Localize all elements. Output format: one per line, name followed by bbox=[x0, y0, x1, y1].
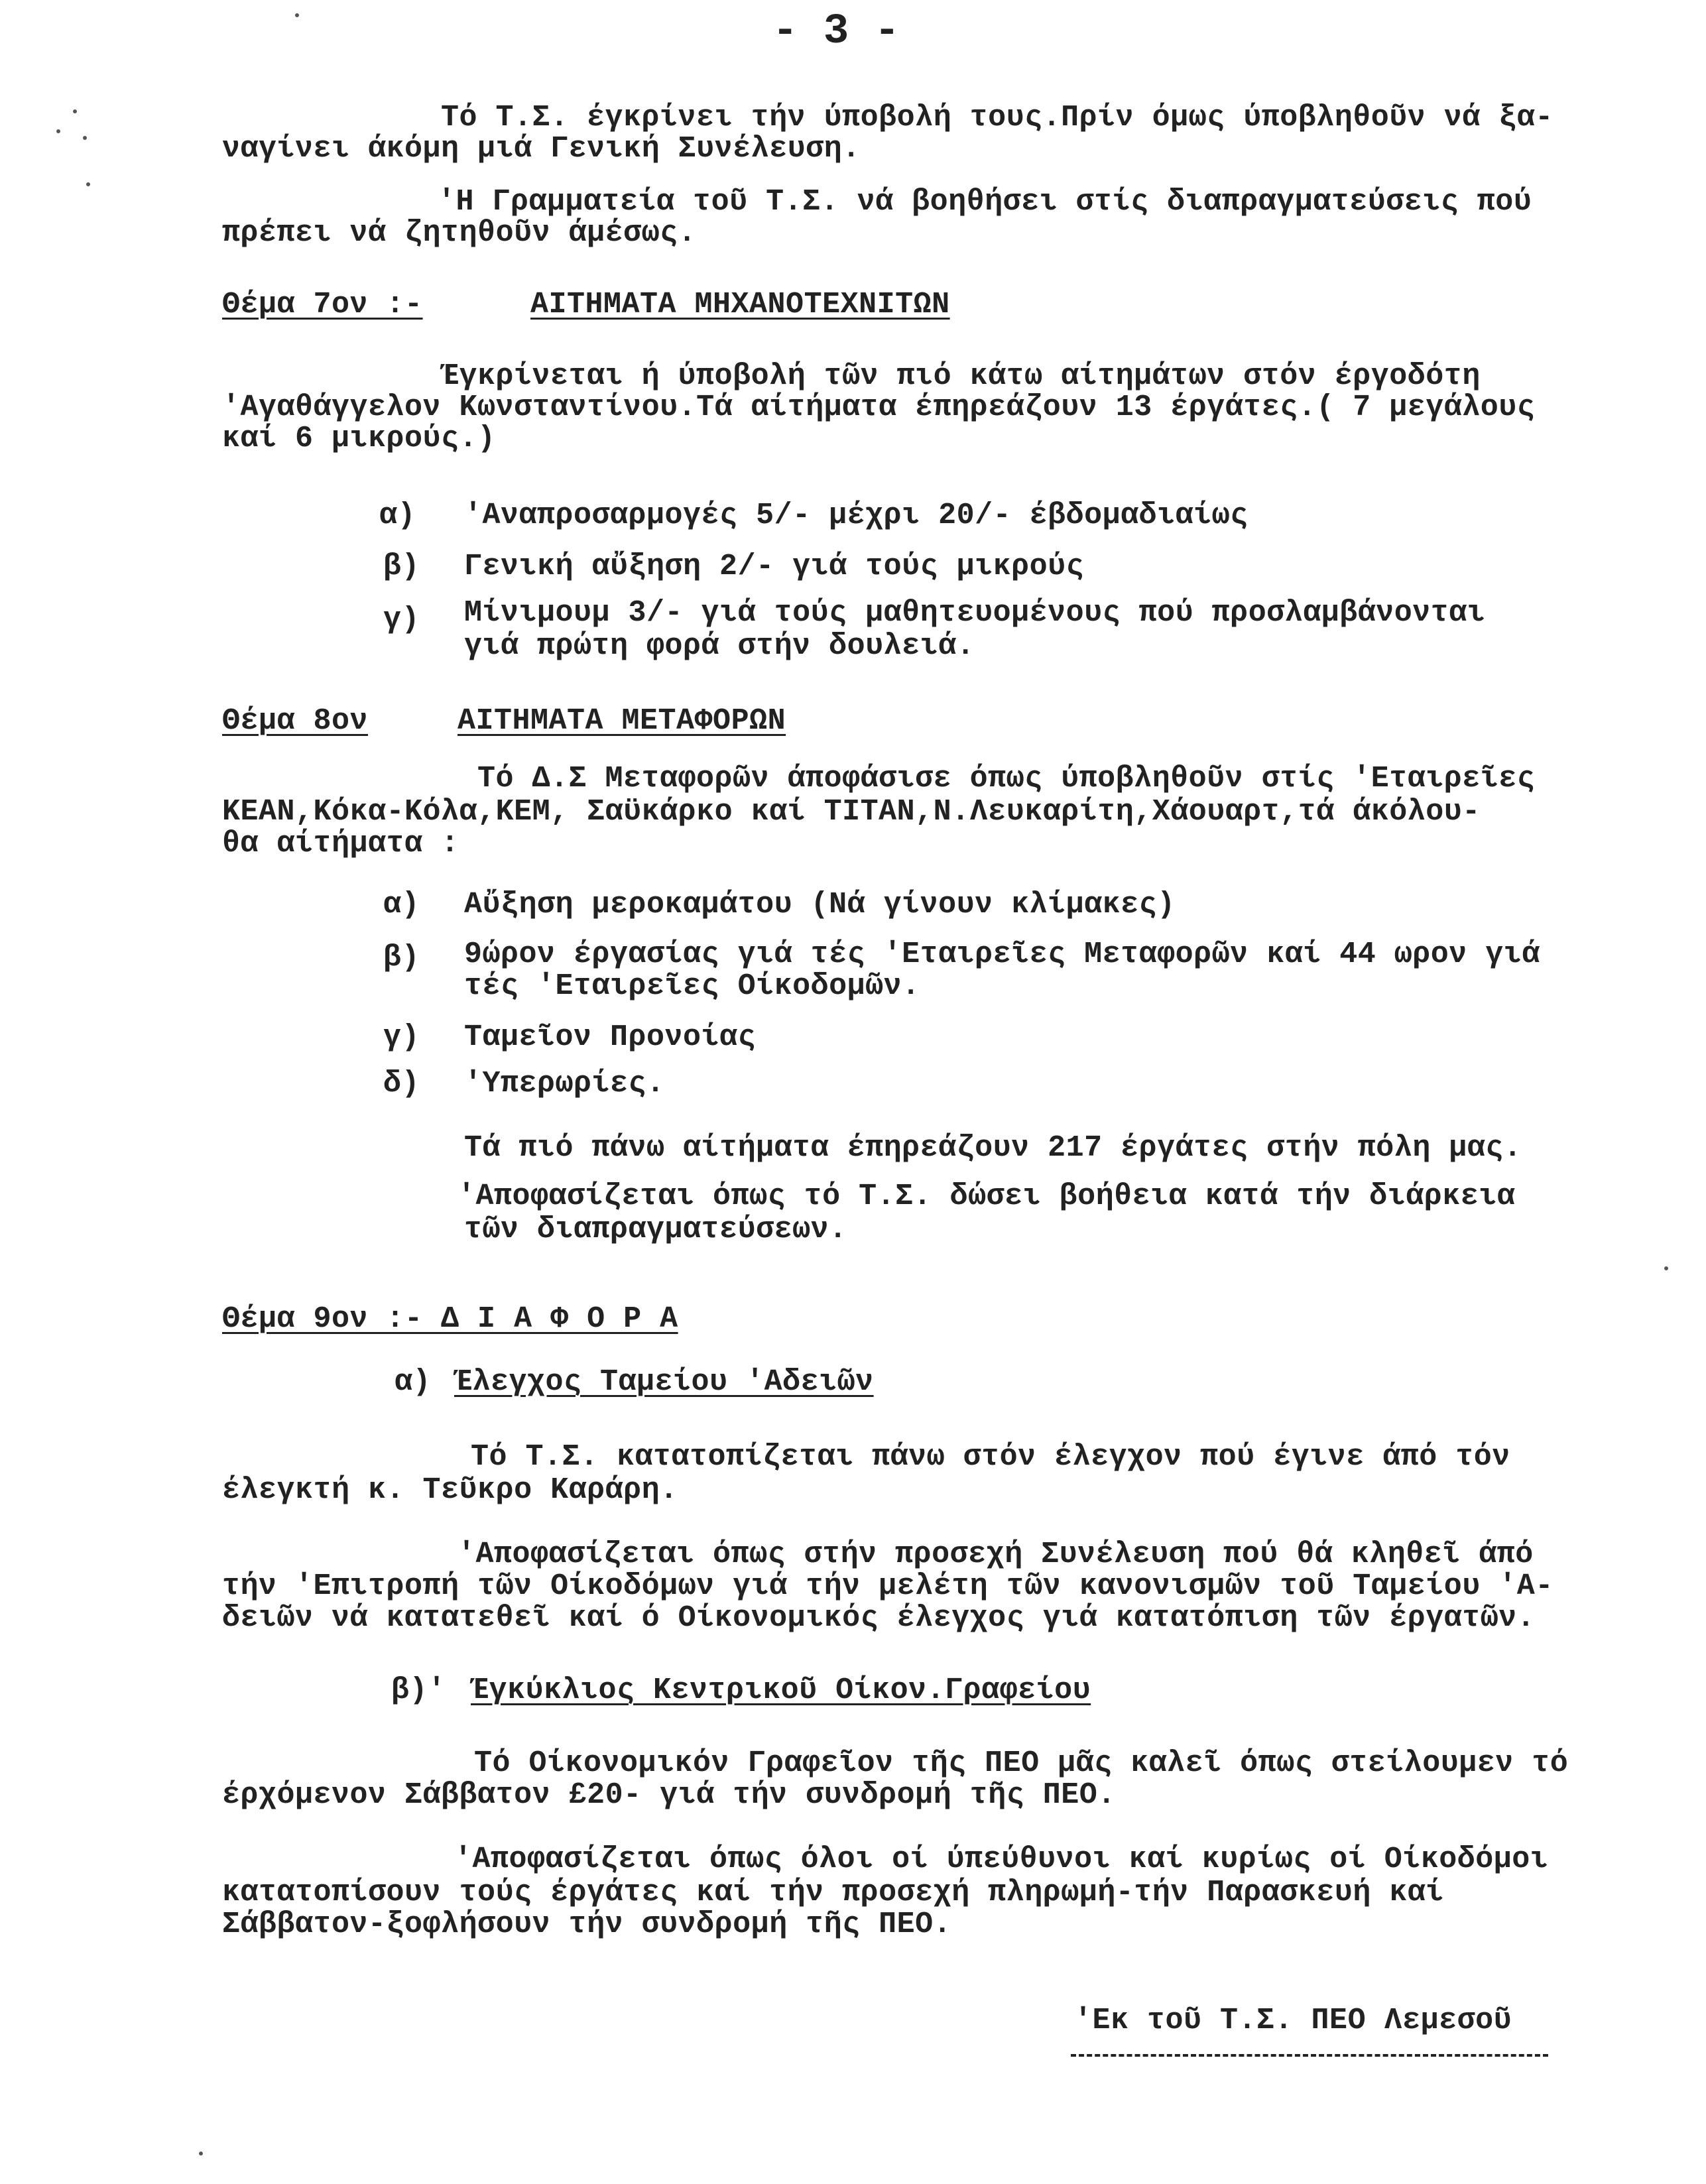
body-line: τήν 'Επιτροπή τῶν Οίκοδόμων γιά τήν μελέτη τῶν κανονισμῶν τοῦ Ταμείου 'Α- bbox=[222, 1569, 1554, 1603]
body-line: 'Η Γραμματεία τοῦ Τ.Σ. νά βοηθήσει στίς διαπραγματεύσεις πού bbox=[438, 185, 1532, 219]
list-marker: β) bbox=[383, 550, 420, 583]
body-line: Έγκρίνεται ή ύποβολή τῶν πιό κάτω αίτημάτων στόν έργοδότη bbox=[441, 359, 1481, 393]
subtopic-title: Έγκύκλιος Κεντρικοῦ Οίκον.Γραφείου bbox=[471, 1673, 1091, 1707]
topic-8-title: ΑΙΤΗΜΑΤΑ ΜΕΤΑΦΟΡΩΝ bbox=[457, 704, 786, 738]
topic-7-heading: Θέμα 7ον :- bbox=[222, 288, 423, 322]
body-line: δειῶν νά κατατεθεῖ καί ό Οίκονομικός έλεγχος γιά κατατόπιση τῶν έργατῶν. bbox=[222, 1601, 1536, 1635]
body-line: καί 6 μικρούς.) bbox=[222, 422, 496, 455]
list-item: Αὔξηση μεροκαμάτου (Νά γίνουν κλίμακες) bbox=[464, 888, 1176, 922]
body-line: 'Αποφασίζεται όπως όλοι οί ύπεύθυνοι καί κυρίως οί Οίκοδόμοι bbox=[454, 1843, 1549, 1876]
scan-speck bbox=[83, 136, 87, 140]
list-item: γιά πρώτη φορά στήν δουλειά. bbox=[464, 629, 975, 663]
body-line: Τά πιό πάνω αίτήματα έπηρεάζουν 217 έργάτες στήν πόλη μας. bbox=[464, 1131, 1522, 1165]
body-line: 'Αποφασίζεται όπως στήν προσεχή Συνέλευση πού θά κληθεῖ άπό bbox=[457, 1538, 1534, 1571]
list-marker: γ) bbox=[383, 1020, 420, 1054]
body-line: Τό Τ.Σ. έγκρίνει τήν ύποβολή τους.Πρίν όμως ύποβληθοῦν νά ξα- bbox=[441, 101, 1554, 135]
body-line: ΚΕΑΝ,Κόκα-Κόλα,ΚΕΜ, Σαϋκάρκο καί ΤΙΤΑΝ,Ν.Λευκαρίτη,Χάουαρτ,τά άκόλου- bbox=[222, 795, 1481, 829]
body-line: 'Αποφασίζεται όπως τό Τ.Σ. δώσει βοήθεια κατά τήν διάρκεια bbox=[457, 1180, 1516, 1213]
body-line: Σάββατον-ξοφλήσουν τήν συνδρομή τῆς ΠΕΟ. bbox=[222, 1908, 952, 1941]
scan-speck bbox=[1664, 1266, 1668, 1270]
topic-7-title: ΑΙΤΗΜΑΤΑ ΜΗΧΑΝΟΤΕΧΝΙΤΩΝ bbox=[530, 288, 950, 322]
scan-speck bbox=[295, 13, 299, 17]
topic-8-heading: Θέμα 8ον bbox=[222, 704, 369, 738]
list-item: Ταμεῖον Προνοίας bbox=[464, 1020, 757, 1054]
scan-speck bbox=[56, 129, 60, 133]
scan-speck bbox=[199, 2152, 203, 2155]
body-line: Τό Δ.Σ Μεταφορῶν άποφάσισε όπως ύποβληθοῦν στίς 'Εταιρεῖες bbox=[477, 762, 1536, 796]
list-marker: β) bbox=[383, 941, 420, 975]
list-item: 'Αναπροσαρμογές 5/- μέχρι 20/- έβδομαδιαίως bbox=[464, 499, 1249, 532]
body-line: Τό Οίκονομικόν Γραφεῖον τῆς ΠΕΟ μᾶς καλεῖ όπως στείλουμεν τό bbox=[474, 1746, 1569, 1780]
body-line: Τό Τ.Σ. κατατοπίζεται πάνω στόν έλεγχον πού έγινε άπό τόν bbox=[471, 1440, 1510, 1474]
list-item: 9ώρον έργασίας γιά τές 'Εταιρεῖες Μεταφορῶν καί 44 ωρον γιά bbox=[464, 938, 1540, 971]
list-marker: β)' bbox=[391, 1673, 446, 1707]
list-marker: δ) bbox=[383, 1067, 420, 1101]
list-marker: α) bbox=[379, 499, 416, 532]
list-marker: α) bbox=[395, 1365, 432, 1399]
list-item: τές 'Εταιρεῖες Οίκοδομῶν. bbox=[464, 969, 920, 1003]
body-line: ναγίνει άκόμη μιά Γενική Συνέλευση. bbox=[222, 132, 861, 166]
topic-9-heading: Θέμα 9ον :- Δ Ι Α Φ Ο Ρ Α bbox=[222, 1302, 678, 1336]
signature: 'Εκ τοῦ Τ.Σ. ΠΕΟ Λεμεσοῦ bbox=[1074, 2004, 1512, 2037]
body-line: κατατοπίσουν τούς έργάτες καί τήν προσεχή πληρωμή-τήν Παρασκευή καί bbox=[222, 1876, 1444, 1910]
body-line: τῶν διαπραγματεύσεων. bbox=[464, 1213, 847, 1246]
scan-speck bbox=[86, 182, 90, 186]
body-line: πρέπει νά ζητηθοῦν άμέσως. bbox=[222, 216, 697, 250]
body-line: έρχόμενον Σάββατον £20- γιά τήν συνδρομή τῆς ΠΕΟ. bbox=[222, 1778, 1116, 1812]
list-marker: α) bbox=[383, 888, 420, 922]
subtopic-title: Έλεγχος Ταμείου 'Αδειῶν bbox=[454, 1365, 874, 1399]
body-line: θα αίτήματα : bbox=[222, 827, 459, 861]
page-number: - 3 - bbox=[772, 8, 900, 56]
signature-underline bbox=[1071, 2054, 1548, 2057]
list-item: Γενική αὔξηση 2/- γιά τούς μικρούς bbox=[464, 550, 1085, 583]
body-line: έλεγκτή κ. Τεῦκρο Καράρη. bbox=[222, 1473, 678, 1507]
list-item: Μίνιμουμ 3/- γιά τούς μαθητευομένους πού προσλαμβάνονται bbox=[464, 596, 1486, 630]
body-line: 'Αγαθάγγελον Κωνσταντίνου.Τά αίτήματα έπηρεάζουν 13 έργάτες.( 7 μεγάλους bbox=[222, 391, 1536, 424]
scan-speck bbox=[73, 109, 77, 113]
list-item: 'Υπερωρίες. bbox=[464, 1067, 665, 1101]
list-marker: γ) bbox=[383, 603, 420, 637]
